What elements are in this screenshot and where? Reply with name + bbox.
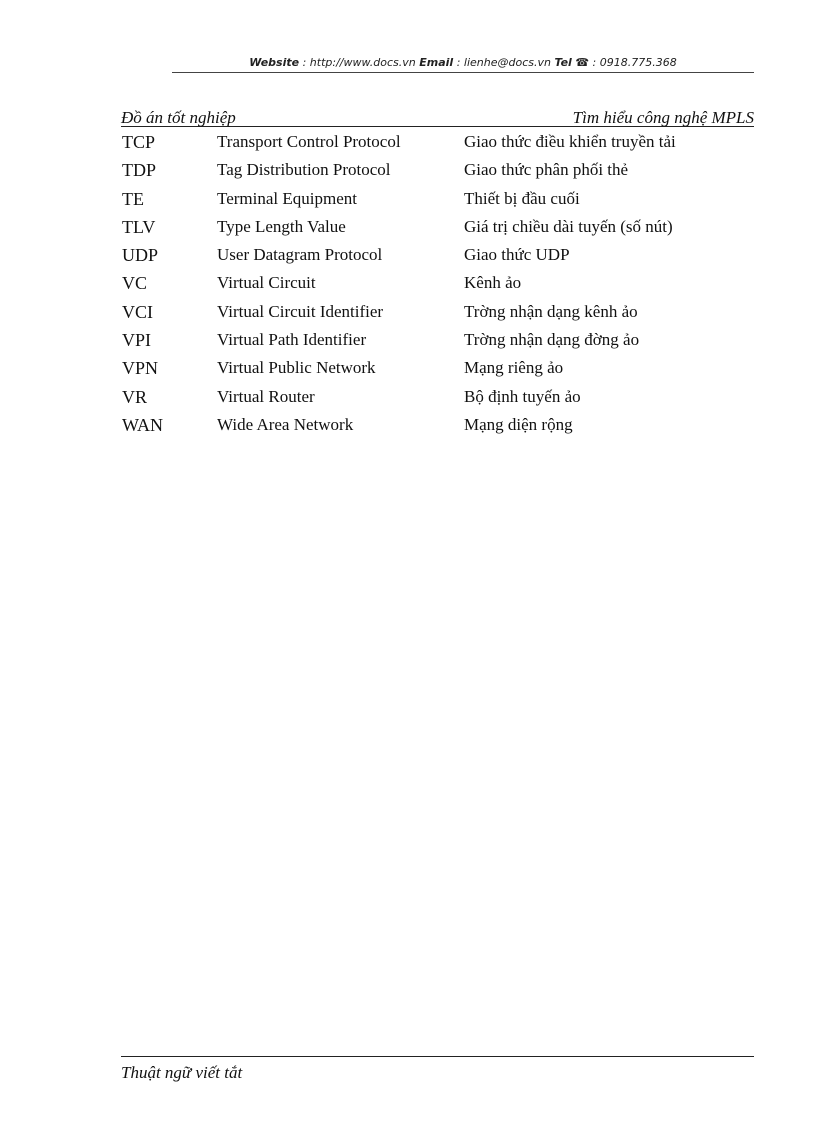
term-abbr: TDP — [122, 160, 157, 181]
term-row — [122, 158, 762, 186]
term-vietnamese: Giá trị chiều dài tuyến (số nút) — [464, 216, 673, 236]
term-abbr: TE — [122, 188, 144, 209]
term-abbr: TLV — [122, 216, 156, 237]
term-english: Virtual Router — [217, 386, 315, 406]
term-english: User Datagram Protocol — [217, 245, 383, 265]
term-english: Virtual Public Network — [217, 358, 376, 378]
email-label: Email — [419, 56, 454, 69]
website-label: Website — [249, 56, 300, 69]
term-english: Virtual Circuit — [217, 273, 316, 293]
term-row — [122, 243, 762, 271]
term-abbr: VPI — [122, 330, 152, 351]
term-vietnamese: Bộ định tuyến ảo — [464, 386, 581, 406]
term-english: Type Length Value — [217, 216, 346, 236]
term-abbr: VR — [122, 386, 148, 407]
tel-value: : 0918.775.368 — [592, 56, 677, 69]
term-vietnamese: Mạng diện rộng — [464, 414, 573, 434]
term-abbr: VPN — [122, 358, 159, 379]
term-abbr: TCP — [122, 132, 156, 152]
abbreviation-list — [122, 130, 762, 441]
term-english: Terminal Equipment — [217, 188, 357, 208]
footer-title: Thuật ngữ viết tắt — [121, 1063, 243, 1082]
email-link[interactable]: : lienhe@docs.vn — [456, 56, 551, 69]
term-row — [122, 215, 762, 243]
page-footer — [121, 1056, 754, 1083]
term-vietnamese: Giao thức phân phối thẻ — [464, 160, 629, 180]
header-left-title: Đồ án tốt nghiệp — [121, 108, 236, 127]
phone-icon: ☎ — [575, 56, 590, 69]
term-vietnamese: Giao thức điều khiển truyền tải — [464, 132, 676, 151]
term-vietnamese: Thiết bị đầu cuối — [464, 188, 580, 208]
website-link[interactable]: : http://www.docs.vn — [302, 56, 416, 69]
term-row — [122, 413, 762, 441]
term-english: Virtual Path Identifier — [217, 330, 367, 350]
term-english: Transport Control Protocol — [217, 132, 401, 151]
term-row — [122, 300, 762, 328]
term-english: Tag Distribution Protocol — [217, 160, 391, 180]
term-row — [122, 187, 762, 215]
term-english: Wide Area Network — [217, 414, 354, 434]
term-row — [122, 130, 762, 158]
term-row — [122, 271, 762, 299]
term-vietnamese: Mạng riêng ảo — [464, 358, 564, 378]
term-english: Virtual Circuit Identifier — [217, 301, 384, 321]
term-row — [122, 328, 762, 356]
term-vietnamese: Kênh ảo — [464, 273, 522, 293]
term-row — [122, 385, 762, 413]
term-row — [122, 356, 762, 384]
term-abbr: VC — [122, 273, 148, 294]
term-vietnamese: Trờng nhận dạng đờng ảo — [464, 330, 640, 350]
website-header — [172, 56, 754, 73]
tel-label: Tel — [554, 56, 572, 69]
term-abbr: VCI — [122, 301, 153, 322]
header-right-title: Tìm hiểu công nghệ MPLS — [572, 108, 754, 127]
term-vietnamese: Trờng nhận dạng kênh ảo — [464, 301, 638, 321]
term-vietnamese: Giao thức UDP — [464, 245, 570, 265]
term-abbr: WAN — [122, 414, 163, 435]
term-abbr: UDP — [122, 245, 159, 266]
page-header — [121, 108, 754, 127]
